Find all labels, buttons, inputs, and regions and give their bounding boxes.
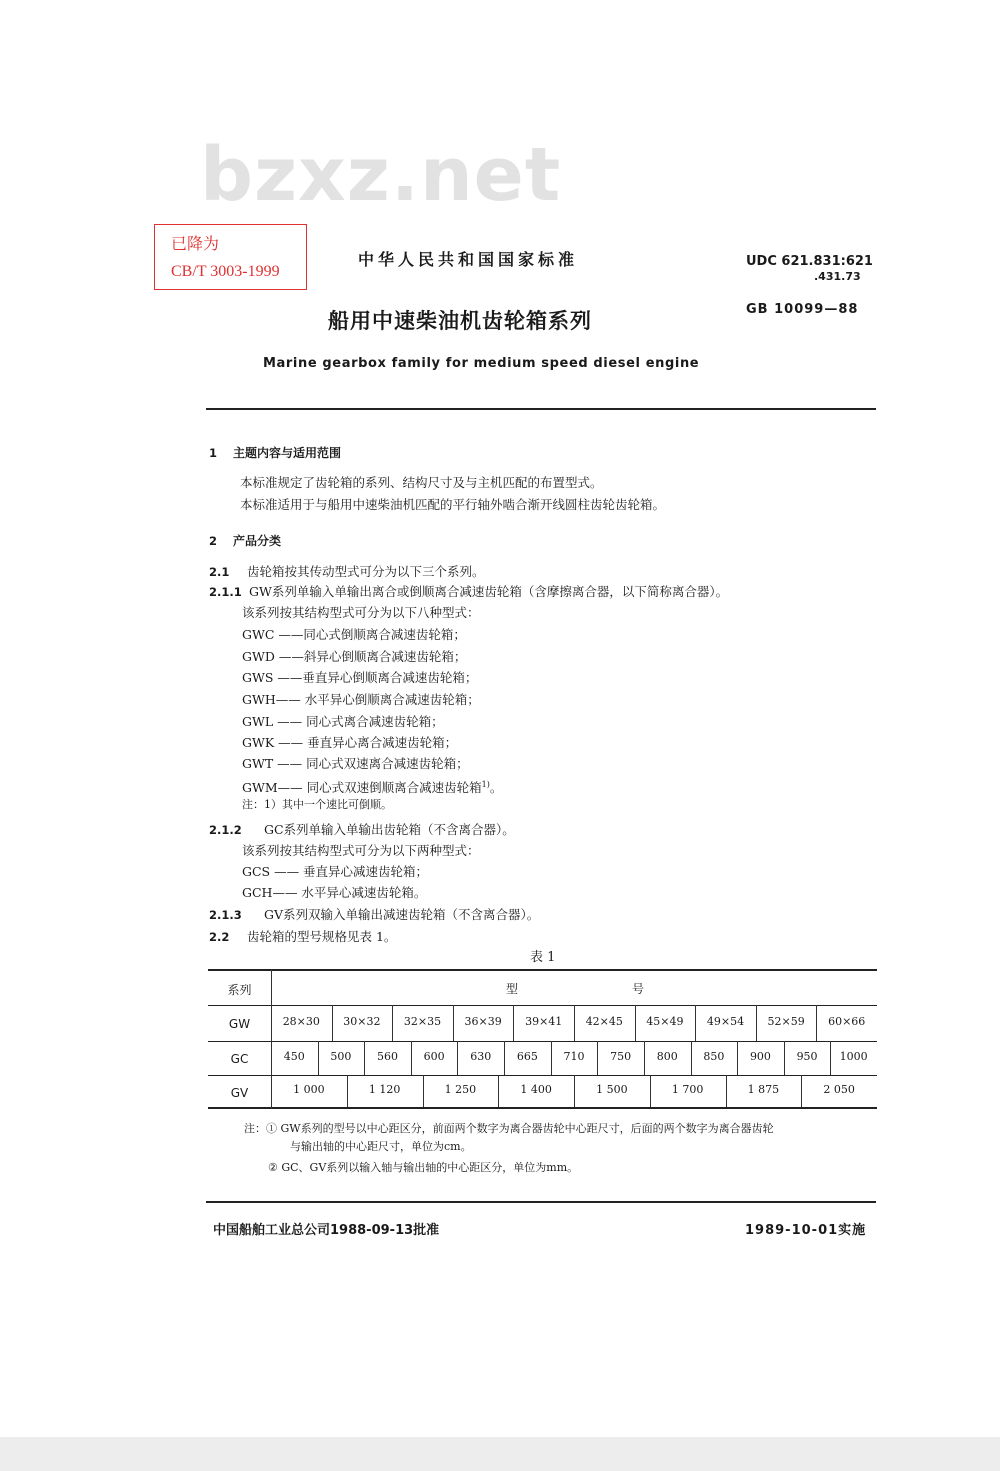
gw-type-gwh: GWH—— 水平异心倒顺离合减速齿轮箱；: [242, 692, 480, 707]
spec-table: [208, 969, 877, 1109]
table-header-model-a: 型: [506, 982, 519, 996]
table-rule-row1: [208, 1005, 877, 1006]
section-1-heading: [209, 445, 341, 461]
table-rule-top: [208, 969, 877, 971]
section-2-title: 产品分类: [233, 534, 282, 548]
effective-date: 1989-10-01实施: [745, 1223, 867, 1238]
udc-code: [746, 254, 873, 284]
clause-2-1: [209, 564, 485, 580]
clause-2-1-2: [209, 822, 515, 838]
gw-type-gws: GWS ——垂直异心倒顺离合减速齿轮箱；: [242, 670, 478, 685]
gw-type-gwd: GWD ——斜异心倒顺离合减速齿轮箱；: [242, 649, 467, 664]
table-cell-gc: 450: [283, 1050, 305, 1063]
clause-2-1-3-number: 2.1.3: [209, 908, 242, 922]
table-cell-gc: 710: [563, 1050, 585, 1063]
table-cell-gw: 45×49: [646, 1015, 684, 1028]
footer-rule: [206, 1201, 876, 1203]
table-cell-gc: 750: [610, 1050, 632, 1063]
gw-type-gwl: GWL —— 同心式离合减速齿轮箱；: [242, 714, 444, 729]
table-cell-gc: 500: [330, 1050, 352, 1063]
clause-2-1-1-number: 2.1.1: [209, 585, 242, 599]
clause-2-1-2-number: 2.1.2: [209, 823, 242, 837]
gb-number: GB 10099—88: [746, 302, 859, 317]
clause-2-1-1: [209, 584, 728, 600]
table-cell-gc: 950: [796, 1050, 818, 1063]
section-1-number: 1: [209, 446, 218, 460]
clause-2-1-2-text: GC系列单输入单输出齿轮箱（不含离合器）。: [264, 822, 515, 837]
table-rule-row3: [208, 1075, 877, 1076]
clause-2-2: [209, 929, 396, 945]
document-title-en: Marine gearbox family for medium speed diesel engine: [263, 356, 700, 371]
clause-2-1-1-text: GW系列单输入单输出离合或倒顺离合减速齿轮箱（含摩擦离合器，以下简称离合器）。: [249, 584, 729, 599]
gc-type-gcs: GCS —— 垂直异心减速齿轮箱；: [242, 864, 429, 879]
table-note-1-line-2: 与输出轴的中心距尺寸，单位为cm。: [290, 1140, 472, 1153]
table-cell-gv: 2 050: [823, 1083, 855, 1096]
section-1-para-2: 本标准适用于与船用中速柴油机匹配的平行轴外啮合渐开线圆柱齿轮齿轮箱。: [240, 497, 666, 512]
table-cell-gw: 39×41: [525, 1015, 563, 1028]
gw-type-gwm-end: 。: [489, 780, 503, 796]
table-cell-gv: 1 000: [293, 1083, 325, 1096]
table-header-model-b: 号: [632, 982, 645, 996]
watermark: bzxz.net: [200, 132, 562, 218]
table-cell-gc: 600: [423, 1050, 445, 1063]
gw-type-gwk: GWK —— 垂直异心离合减速齿轮箱；: [242, 735, 458, 750]
clause-2-2-number: 2.2: [209, 930, 230, 944]
table-cell-gc: 900: [749, 1050, 771, 1063]
table-rule-row2: [208, 1041, 877, 1042]
clause-2-1-text: 齿轮箱按其传动型式可分为以下三个系列。: [247, 564, 485, 579]
table-cell-gw: 36×39: [464, 1015, 502, 1028]
table-cell-gw: 32×35: [403, 1015, 442, 1028]
table-row-label-gc: GC: [230, 1052, 249, 1066]
table-cell-gv: 1 250: [444, 1083, 477, 1096]
clause-2-2-text: 齿轮箱的型号规格见表 1。: [247, 929, 397, 944]
gw-type-gwm: [242, 777, 502, 796]
section-2-number: 2: [209, 534, 218, 548]
table-header-series: 系列: [227, 983, 252, 997]
viewer-bottom-bar: [0, 1437, 1000, 1471]
table-note-1-line-1: 注：① GW系列的型号以中心距区分，前面两个数字为离合器齿轮中心距尺寸，后面的两个数字为离合器齿轮: [244, 1122, 774, 1135]
gw-type-gwt: GWT —— 同心式双速离合减速齿轮箱；: [242, 756, 469, 771]
section-1-para-1: 本标准规定了齿轮箱的系列、结构尺寸及与主机匹配的布置型式。: [240, 475, 603, 490]
table-cell-gc: 1000: [839, 1050, 868, 1063]
table-cell-gc: 800: [656, 1050, 678, 1063]
table-cell-gv: 1 500: [596, 1083, 628, 1096]
table-cell-gv: 1 700: [671, 1083, 704, 1096]
header-rule: [206, 408, 876, 410]
approval-info: 中国船舶工业总公司1988-09-13批准: [213, 1223, 440, 1238]
table-cell-gv: 1 120: [368, 1083, 401, 1096]
table-row-label-gv: GV: [230, 1086, 249, 1100]
udc-line1: UDC 621.831:621: [746, 254, 873, 269]
stamp-line2: CB/T 3003-1999: [171, 263, 280, 280]
gc-type-gch: GCH—— 水平异心减速齿轮箱。: [242, 885, 427, 900]
clause-2-1-3: [209, 907, 539, 923]
table-cell-gc: 630: [470, 1050, 492, 1063]
table-row-label-gw: GW: [228, 1017, 251, 1031]
standard-name: 中华人民共和国国家标准: [358, 250, 579, 269]
table-note-2: ② GC、GV系列以输入轴与输出轴的中心距区分，单位为mm。: [268, 1161, 579, 1174]
table-rule-bottom: [208, 1107, 877, 1109]
document-title-zh: 船用中速柴油机齿轮箱系列: [328, 309, 592, 333]
clause-2-1-1-intro: 该系列按其结构型式可分为以下八种型式：: [242, 605, 480, 620]
table-cell-gv: 1 875: [747, 1083, 780, 1096]
gw-type-gwm-text: GWM—— 同心式双速倒顺离合减速齿轮箱: [242, 780, 482, 796]
table-cell-gw: 42×45: [585, 1015, 623, 1028]
table-cell-gv: 1 400: [520, 1083, 552, 1096]
clause-2-1-1-note: 注：1）其中一个速比可倒顺。: [242, 798, 392, 811]
clause-2-1-number: 2.1: [209, 565, 230, 579]
table-cell-gc: 560: [377, 1050, 399, 1063]
clause-2-1-2-intro: 该系列按其结构型式可分为以下两种型式：: [242, 843, 480, 858]
stamp-line1: 已降为: [171, 236, 220, 253]
status-stamp: [154, 224, 307, 290]
table-cell-gw: 52×59: [767, 1015, 805, 1028]
section-1-title: 主题内容与适用范围: [233, 446, 342, 460]
table-cell-gw: 60×66: [828, 1015, 866, 1028]
section-2-heading: [209, 533, 281, 549]
table-cell-gc: 850: [703, 1050, 725, 1063]
table-caption: 表 1: [530, 950, 556, 965]
footnote-marker: 1): [481, 780, 490, 789]
table-cell-gc: 665: [516, 1050, 538, 1063]
table-cell-gw: 49×54: [706, 1015, 745, 1028]
udc-line2: .431.73: [814, 270, 861, 283]
clause-2-1-3-text: GV系列双输入单输出减速齿轮箱（不含离合器）。: [264, 907, 540, 922]
table-cell-gw: 28×30: [282, 1015, 320, 1028]
table-cell-gw: 30×32: [343, 1015, 381, 1028]
gw-type-gwc: GWC ——同心式倒顺离合减速齿轮箱；: [242, 627, 466, 642]
